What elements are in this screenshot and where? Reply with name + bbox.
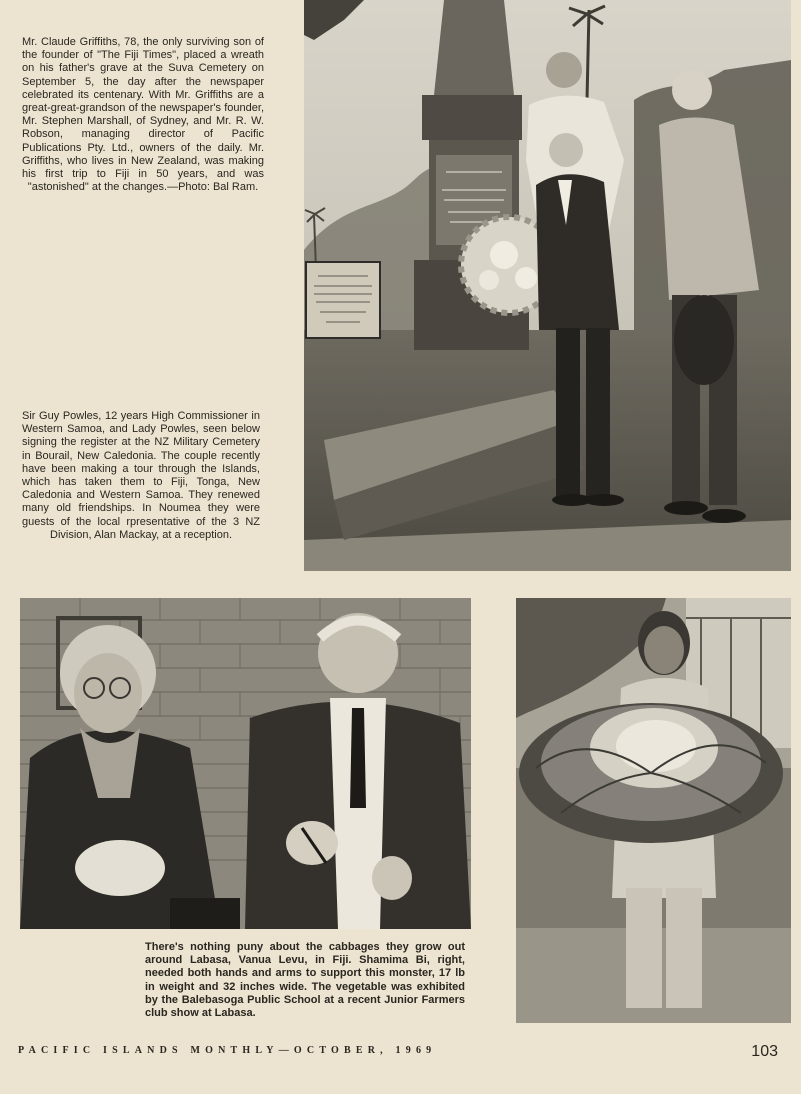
page-number: 103 bbox=[751, 1043, 778, 1060]
griffiths-caption: Mr. Claude Griffiths, 78, the only surviving son of the founder of "The Fiji Times", placed a wreath on his father's grave at the Suva Cemetery on September 5, the day after the newspaper celebrated its centenary. With Mr. Griffiths are a great-great-grandson of the newspaper's founder, Mr. Stephen Marshall, of Sydney, and Mr. R. W. Robson, managing director of Pacific Publications Pty. Ltd., owners of the daily. Mr. Griffiths, who lives in New Zealand, was making his first trip to Fiji in 50 years, and was "astonished" at the changes.—Photo: Bal Ram. bbox=[22, 36, 264, 194]
powles-couple-photo bbox=[20, 598, 471, 929]
page-footer bbox=[18, 1043, 778, 1063]
cabbage-caption: There's nothing puny about the cabbages they grow out around Labasa, Vanua Levu, in Fiji. Shamima Bi, right, needed both hands and arms to support this monster, 17 lb in weight and 32 inches wide. The vegetable was exhibited by the Balebasoga Public School at a recent Junior Farmers club show at Labasa. bbox=[145, 941, 465, 1020]
masthead-footer: PACIFIC ISLANDS MONTHLY—OCTOBER, 1969 bbox=[18, 1045, 437, 1056]
cemetery-wreath-photo bbox=[304, 0, 791, 571]
powles-caption: Sir Guy Powles, 12 years High Commissioner in Western Samoa, and Lady Powles, seen below signing the register at the NZ Military Cemetery in Bourail, New Caledonia. The couple recently have been making a tour through the Islands, which has taken them to Fiji, Tonga, New Caledonia and Western Samoa. They renewed many old friendships. In Noumea they were guests of the local rpresentative of the 3 NZ Division, Alan Mackay, at a reception. bbox=[22, 410, 260, 541]
cabbage-girl-photo bbox=[516, 598, 791, 1023]
